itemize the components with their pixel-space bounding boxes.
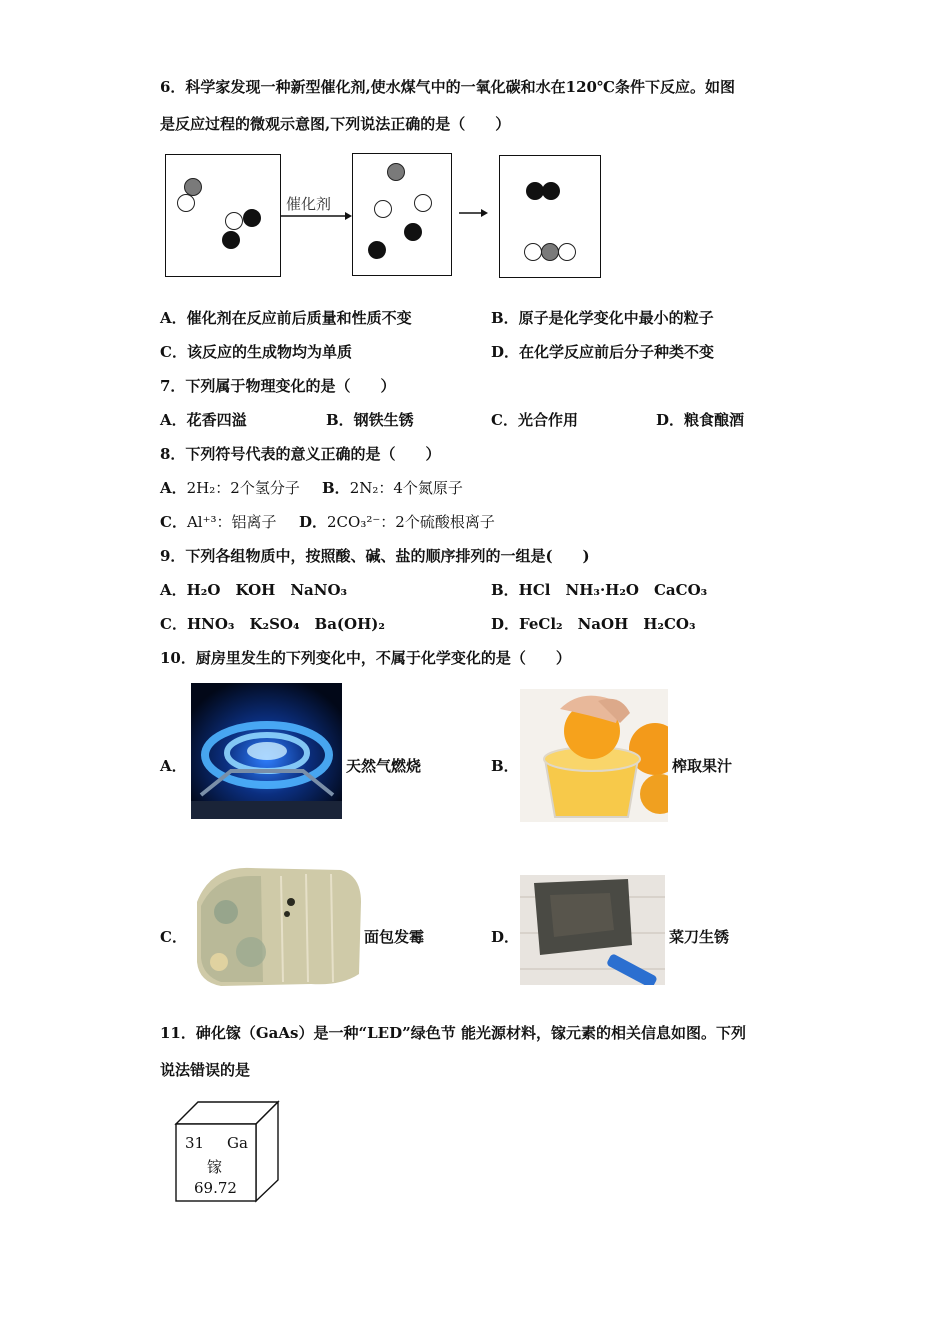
products-box <box>499 155 601 278</box>
q6-option-a[interactable]: A．催化剂在反应前后质量和性质不变 <box>160 309 412 327</box>
juicer-image <box>520 689 668 822</box>
q10-option-d-letter[interactable]: D． <box>491 928 520 946</box>
q8-option-d[interactable] <box>299 511 495 532</box>
q6-option-c[interactable]: C．该反应的生成物均为单质 <box>160 343 352 361</box>
q10-stem: 10．厨房里发生的下列变化中，不属于化学变化的是（ ） <box>160 649 571 667</box>
q8-option-d-text: 2CO₃²⁻：2个硫酸根离子 <box>327 513 495 531</box>
element-symbol: Ga <box>227 1134 248 1152</box>
reactants-box <box>165 154 281 277</box>
oxygen-atom <box>524 243 542 261</box>
hydrogen-atom <box>404 223 422 241</box>
q6-stem-line1: 6．科学家发现一种新型催化剂,使水煤气中的一氧化碳和水在120℃条件下反应。如图 <box>160 78 735 96</box>
oxygen-atom <box>225 212 243 230</box>
q10-option-c-letter[interactable]: C． <box>160 928 187 946</box>
arrow-right-icon <box>281 210 353 222</box>
q8-option-c-letter: C． <box>160 513 187 531</box>
q10-option-b-text: 榨取果汁 <box>672 757 733 775</box>
element-name: 镓 <box>207 1158 223 1176</box>
q8-option-a-letter: A． <box>160 479 187 497</box>
q10-option-d-text: 菜刀生锈 <box>669 928 730 946</box>
q8-option-b-letter: B． <box>322 479 350 497</box>
q8-option-b-text: 2N₂：4个氮原子 <box>349 479 463 497</box>
hydrogen-atom <box>542 182 560 200</box>
q7-stem: 7．下列属于物理变化的是（ ） <box>160 377 396 395</box>
q11-stem-line2: 说法错误的是 <box>160 1061 251 1079</box>
q9-stem: 9．下列各组物质中，按照酸、碱、盐的顺序排列的一组是( ) <box>160 547 590 565</box>
q7-option-a[interactable]: A．花香四溢 <box>160 411 247 429</box>
q7-option-c[interactable]: C．光合作用 <box>491 411 578 429</box>
q10-option-b-letter[interactable]: B． <box>491 757 519 775</box>
carbon-atom <box>541 243 559 261</box>
oxygen-atom <box>177 194 195 212</box>
hydrogen-atom <box>368 241 386 259</box>
q8-option-b[interactable] <box>322 477 463 498</box>
rusty-cleaver-image <box>520 875 665 985</box>
moldy-bread-image <box>191 862 363 989</box>
q9-option-a[interactable]: A．H₂O KOH NaNO₃ <box>160 581 348 599</box>
q8-option-c[interactable] <box>160 511 277 532</box>
q11-stem-line1: 11．砷化镓（GaAs）是一种“LED”绿色节 能光源材料，镓元素的相关信息如图。下列 <box>160 1024 746 1042</box>
catalyst-label: 催化剂 <box>286 195 332 213</box>
oxygen-atom <box>414 194 432 212</box>
gas-stove-flame-image <box>191 683 342 819</box>
element-atomic-number: 31 <box>185 1134 205 1152</box>
q9-option-c[interactable]: C．HNO₃ K₂SO₄ Ba(OH)₂ <box>160 615 385 633</box>
q8-stem: 8．下列符号代表的意义正确的是（ ） <box>160 445 441 463</box>
q10-option-c-text: 面包发霉 <box>364 928 425 946</box>
q6-stem-line2: 是反应过程的微观示意图,下列说法正确的是（ ） <box>160 115 511 133</box>
q8-option-a-text: 2H₂：2个氢分子 <box>186 479 300 497</box>
q6-option-b[interactable]: B．原子是化学变化中最小的粒子 <box>491 309 714 327</box>
q10-option-a-text: 天然气燃烧 <box>346 757 422 775</box>
carbon-atom <box>387 163 405 181</box>
element-atomic-mass: 69.72 <box>194 1179 237 1197</box>
intermediate-box <box>352 153 452 276</box>
q8-option-c-text: Al⁺³：铝离子 <box>186 513 277 531</box>
hydrogen-atom <box>243 209 261 227</box>
q9-option-d[interactable]: D．FeCl₂ NaOH H₂CO₃ <box>491 615 696 633</box>
oxygen-atom <box>374 200 392 218</box>
q10-option-a-letter[interactable]: A． <box>160 757 187 775</box>
hydrogen-atom <box>222 231 240 249</box>
oxygen-atom <box>558 243 576 261</box>
q6-option-d[interactable]: D．在化学反应前后分子种类不变 <box>491 343 715 361</box>
q7-option-b[interactable]: B．钢铁生锈 <box>326 411 414 429</box>
q8-option-a[interactable] <box>160 477 300 498</box>
gallium-element-card <box>174 1100 280 1203</box>
q7-option-d[interactable]: D．粮食酿酒 <box>656 411 745 429</box>
arrow-right-icon <box>459 207 489 219</box>
q8-option-d-letter: D． <box>299 513 328 531</box>
q9-option-b[interactable]: B．HCl NH₃·H₂O CaCO₃ <box>491 581 708 599</box>
